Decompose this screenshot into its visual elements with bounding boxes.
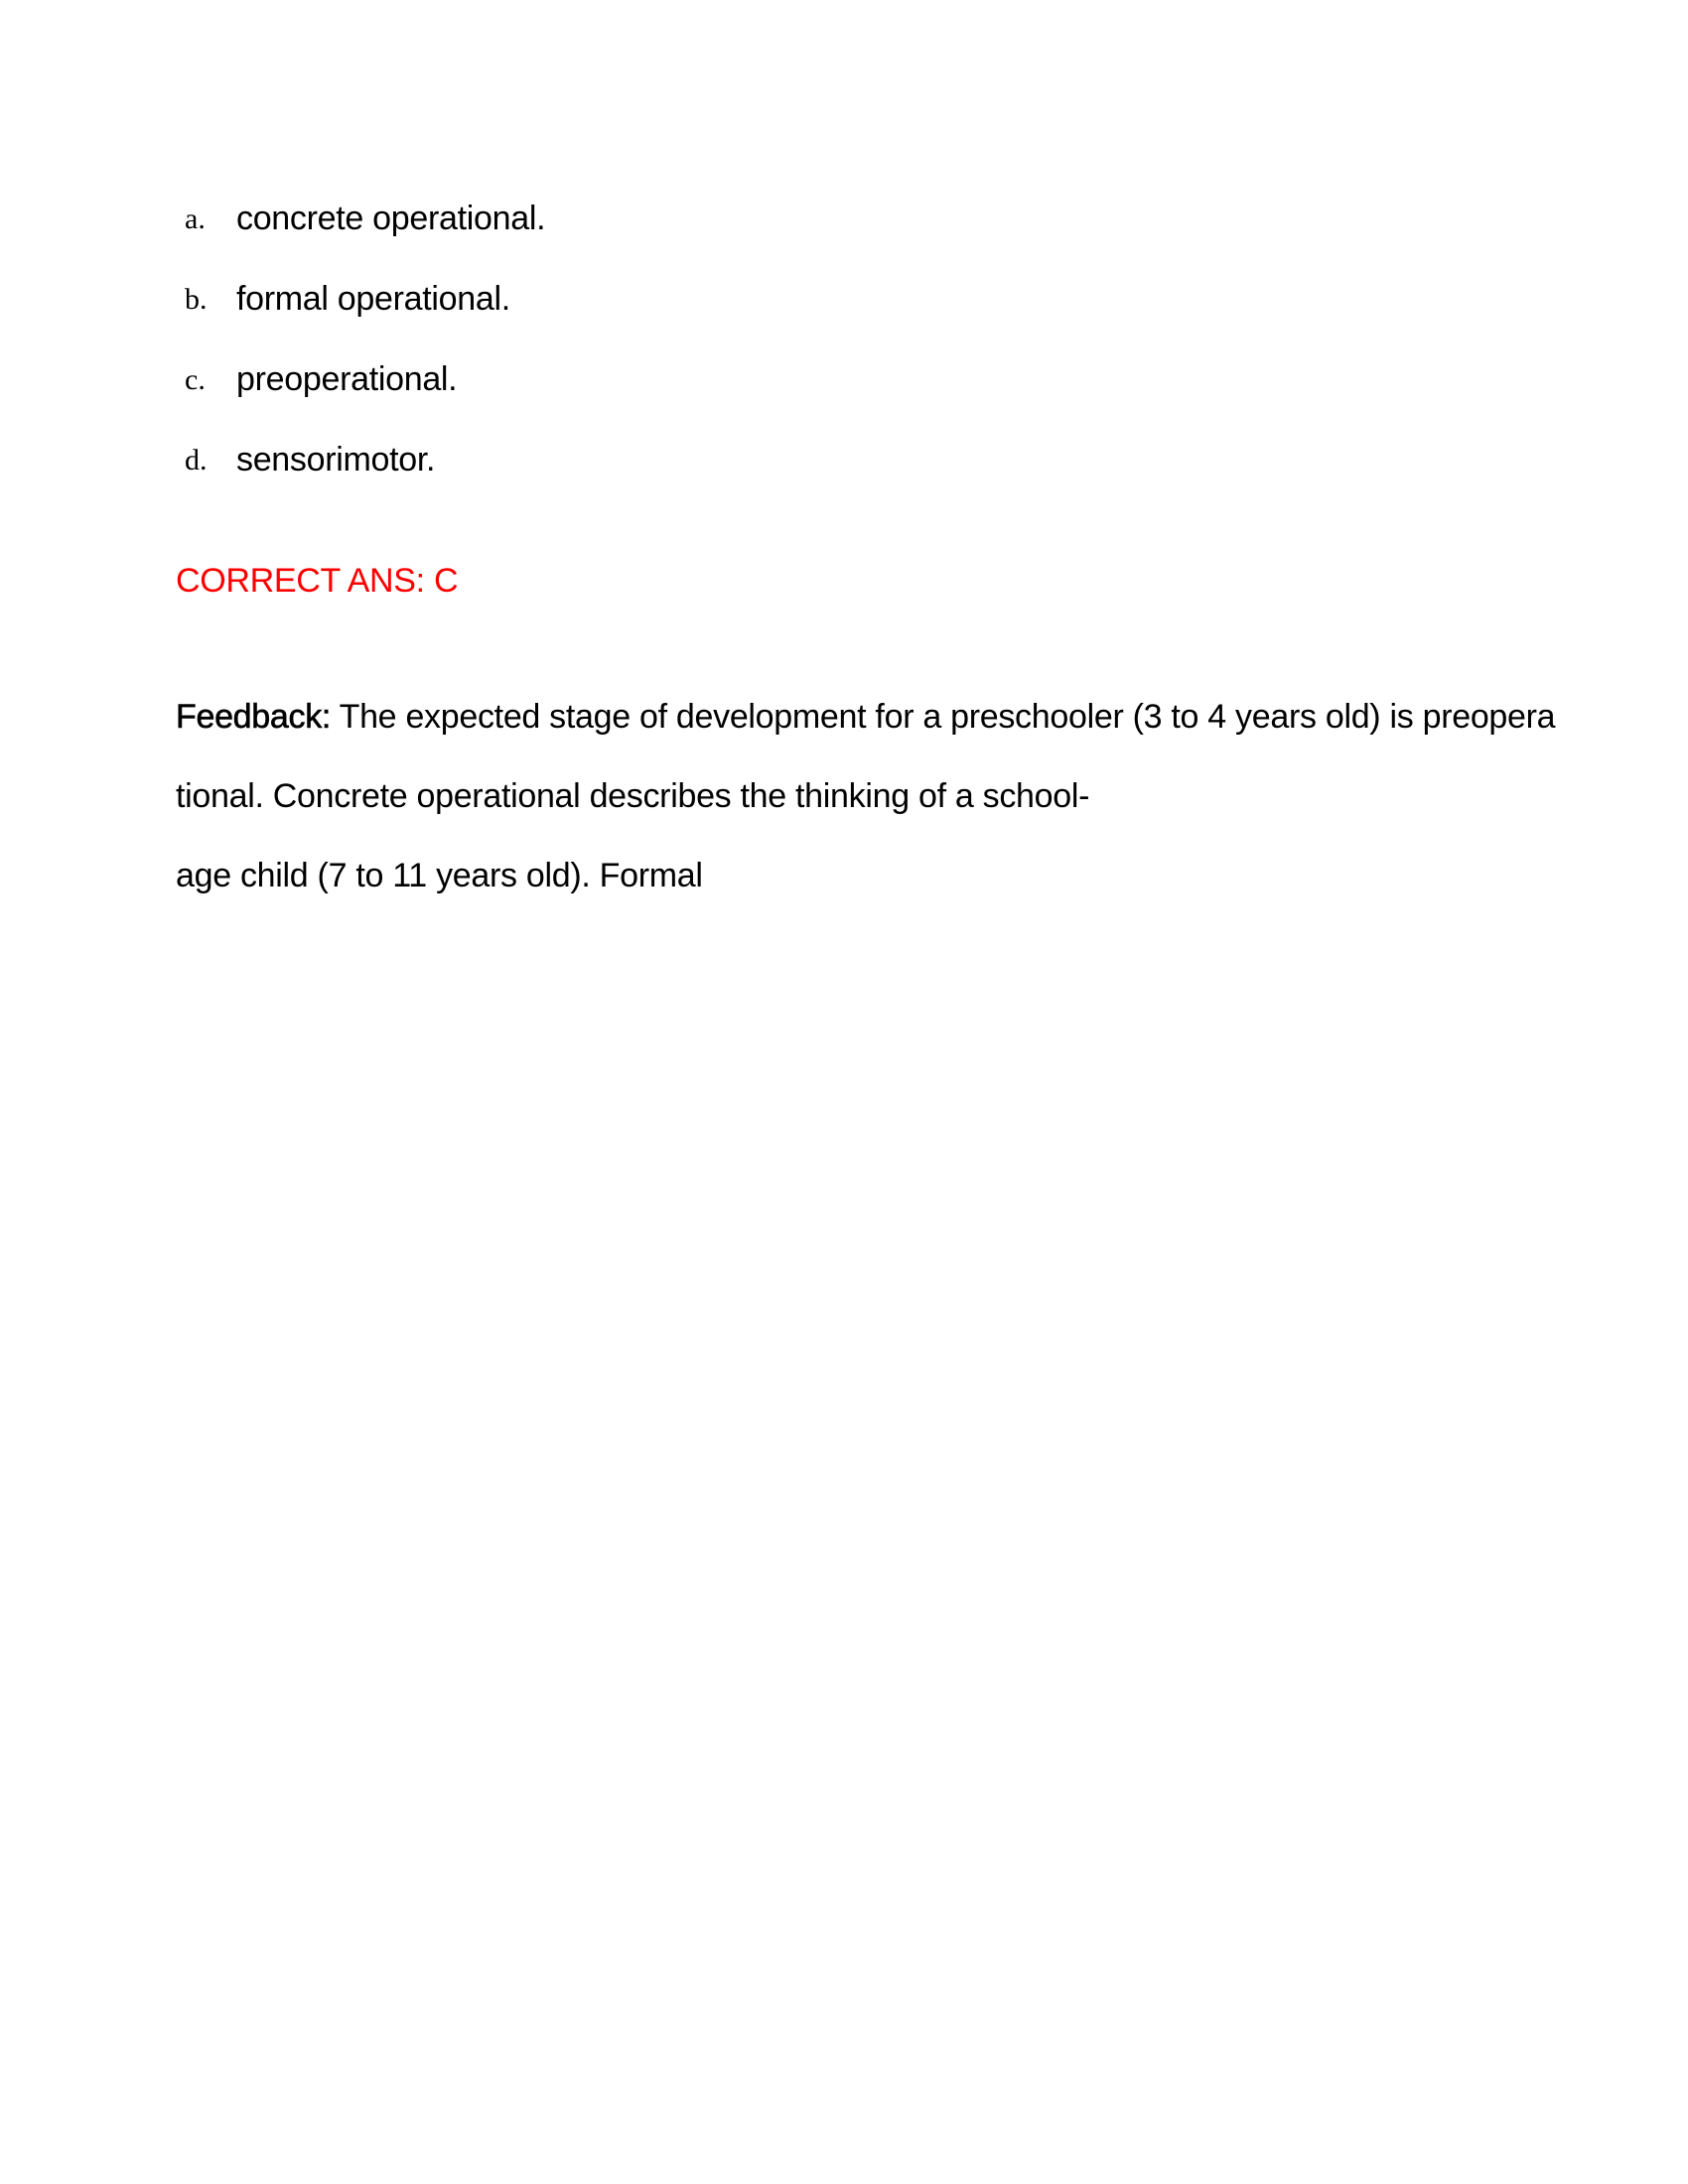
option-letter: b.	[185, 282, 208, 316]
answer-option-c	[185, 340, 545, 420]
answer-option-b	[185, 259, 545, 340]
answer-option-a	[185, 179, 545, 259]
option-text: sensorimotor.	[236, 441, 436, 478]
feedback-label: Feedback:	[176, 698, 332, 736]
feedback-line: tional. Concrete operational describes the thinking of a school-	[176, 777, 1090, 815]
option-letter: c.	[185, 362, 206, 396]
feedback-paragraph	[176, 689, 1556, 903]
option-text: concrete operational.	[236, 200, 546, 237]
option-text: preoperational.	[236, 360, 458, 398]
feedback-line: age child (7 to 11 years old). Formal	[176, 857, 703, 894]
option-letter: d.	[185, 443, 208, 477]
option-letter: a.	[185, 202, 206, 235]
answer-option-d	[185, 420, 545, 500]
answer-options-list	[185, 179, 545, 500]
correct-answer: CORRECT ANS: C	[176, 562, 459, 600]
option-text: formal operational.	[236, 280, 510, 318]
feedback-text: The expected stage of development for a preschooler (3 to 4 years old) is preopera	[339, 698, 1556, 736]
feedback-line	[176, 689, 1556, 768]
